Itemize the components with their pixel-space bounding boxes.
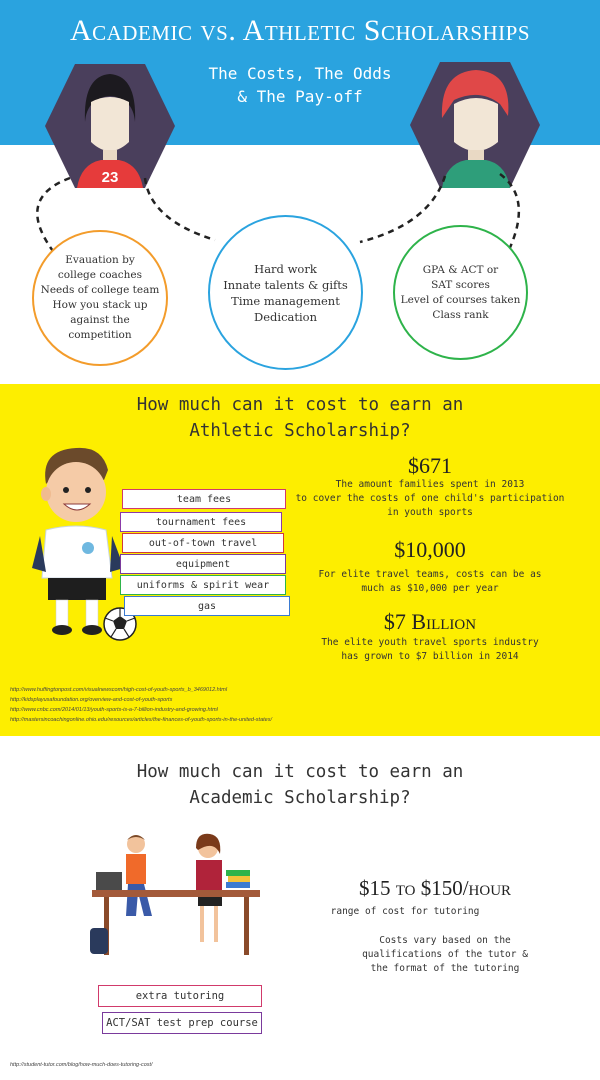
factor-text: How you stack up — [52, 299, 148, 311]
stat-line: The amount families spent in 2013 — [335, 479, 525, 490]
shared-factors-circle — [208, 215, 363, 370]
page-subtitle — [150, 62, 450, 108]
academic-title-line-2: Academic Scholarship? — [189, 788, 411, 808]
subtitle-line-1: The Costs, The Odds — [208, 64, 392, 83]
cost-item-gas: gas — [124, 596, 290, 616]
source-link[interactable]: http://mastersincoachingonline.ohio.edu/resources/articles/the-finances-of-youth-sports-in-the-united-states/ — [10, 717, 272, 723]
academic-section-title — [0, 759, 600, 811]
stat-line: to cover the costs of one child's participation — [295, 493, 565, 504]
factor-text: Evauation by — [65, 254, 135, 266]
stat-value-7-billion: $7 Billion — [383, 609, 477, 634]
book-stack — [228, 876, 250, 882]
stat-description-671 — [285, 478, 575, 520]
player-shorts — [48, 578, 106, 600]
factor-text: GPA & ACT or — [422, 263, 499, 276]
player-face — [46, 462, 106, 522]
factor-text: Innate talents & gifts — [223, 277, 348, 292]
student-jeans — [126, 884, 152, 916]
athletic-title-line-2: Athletic Scholarship? — [189, 421, 411, 441]
factor-text: college coaches — [57, 269, 143, 281]
tutoring-cost-note — [330, 934, 560, 976]
source-link[interactable]: http://www.huffingtonpost.com/visualnewscom/high-cost-of-youth-sports_b_3469012.html — [10, 687, 228, 693]
tutoring-illustration — [86, 830, 266, 958]
stat-description-7-billion — [300, 636, 560, 664]
note-line: Costs vary based on the — [379, 935, 511, 946]
note-line: the format of the tutoring — [370, 963, 520, 974]
player-sock-right — [86, 600, 98, 626]
student-face — [454, 98, 498, 151]
athlete-face — [91, 97, 129, 151]
shirt-badge — [82, 542, 94, 554]
factor-text: competition — [68, 329, 132, 341]
connector-left-inner — [145, 178, 215, 240]
stat-description-10000 — [300, 568, 560, 596]
cost-item-uniforms: uniforms & spirit wear — [120, 575, 286, 595]
table-top — [92, 890, 260, 897]
player-ear — [41, 487, 51, 501]
player-shirt — [42, 526, 112, 578]
source-link[interactable]: http://kidsplayusafoundation.org/overview-and-cost-of-youth-sports — [10, 697, 173, 703]
factor-text: Needs of college team — [40, 284, 160, 296]
player-eye-right — [85, 487, 91, 493]
factor-text: SAT scores — [431, 278, 490, 291]
factor-text: Time management — [231, 293, 340, 308]
tutoring-price: $15 to $150/hour — [358, 876, 512, 900]
page-title: Academic vs. Athletic Scholarships — [69, 14, 531, 47]
subtitle-line-2: & The Pay-off — [237, 87, 363, 106]
source-link[interactable]: http://www.cnbc.com/2014/01/13/youth-sports-is-a-7-billion-industry-and-growing.html — [10, 707, 218, 713]
stat-value-10000: $10,000 — [394, 537, 466, 562]
stat-line: in youth sports — [387, 507, 473, 518]
laptop-icon — [96, 872, 122, 890]
cost-item-test-prep: ACT/SAT test prep course — [102, 1012, 262, 1034]
cost-item-equipment: equipment — [120, 554, 286, 574]
academic-factors-list — [401, 263, 521, 323]
academic-factors-circle — [393, 225, 528, 360]
shared-factors-list — [223, 261, 348, 325]
stat-line: The elite youth travel sports industry — [321, 637, 539, 648]
book-stack — [226, 870, 250, 876]
player-shoe-right — [82, 625, 102, 635]
factor-text: Class rank — [432, 308, 489, 321]
note-line: qualifications of the tutor & — [362, 949, 528, 960]
jersey-number: 23 — [101, 169, 119, 186]
factor-text: Dedication — [254, 309, 317, 324]
player-sock-left — [56, 600, 68, 626]
backpack-icon — [90, 928, 108, 954]
tutoring-price-caption: range of cost for tutoring — [330, 906, 480, 917]
factor-text: against the — [70, 314, 130, 326]
athletic-factors-circle — [32, 230, 168, 366]
cost-item-tournament-fees: tournament fees — [120, 512, 282, 532]
stat-line: has grown to $7 billion in 2014 — [341, 651, 519, 662]
player-shoe-left — [52, 625, 72, 635]
tutor-jacket — [196, 860, 222, 890]
athletic-title-line-1: How much can it cost to earn an — [136, 395, 464, 415]
factor-text: Hard work — [254, 261, 317, 276]
stat-value-671: $671 — [408, 453, 452, 478]
stat-line: much as $10,000 per year — [361, 583, 499, 594]
tutor-leg — [214, 906, 218, 942]
athletic-factors-list — [41, 253, 160, 343]
student-shirt-small — [126, 854, 146, 884]
cost-item-travel: out-of-town travel — [122, 533, 284, 553]
cost-item-extra-tutoring: extra tutoring — [98, 985, 262, 1007]
factor-text: Level of courses taken — [400, 293, 521, 306]
cost-item-team-fees: team fees — [122, 489, 286, 509]
academic-title-line-1: How much can it cost to earn an — [136, 762, 464, 782]
athletic-section-title — [0, 392, 600, 444]
player-eye-left — [63, 487, 69, 493]
source-link[interactable]: http://student-tutor.com/blog/how-much-does-tutoring-cost/ — [10, 1062, 153, 1068]
book-stack — [226, 882, 250, 888]
stat-line: For elite travel teams, costs can be as — [318, 569, 542, 580]
table-leg — [244, 897, 249, 955]
tutor-leg — [200, 906, 204, 942]
